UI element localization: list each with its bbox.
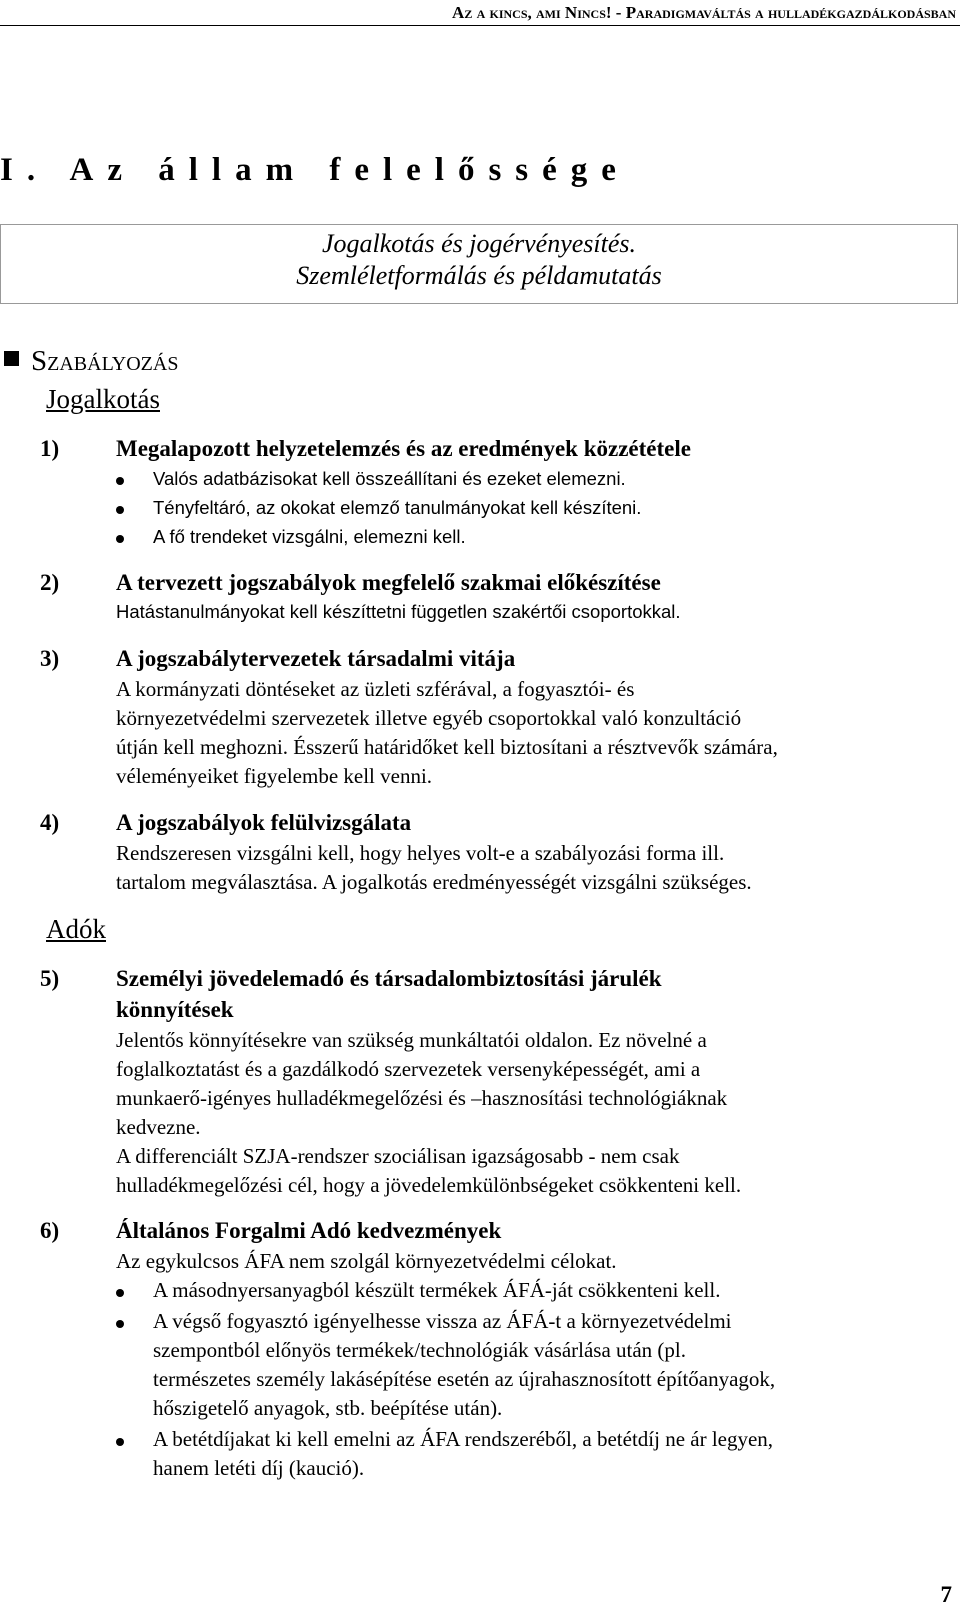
item-5-line-6: hulladékmegelőzési cél, hogy a jövedelemkülönbségeket csökkenteni kell. <box>116 1173 742 1197</box>
item-3-number: 3) <box>40 646 60 671</box>
header-a-rest: z a kincs, ami <box>464 3 565 22</box>
item-5-line-5: A differenciált SZJA-rendszer szociálisan igazságosabb - nem csak <box>116 1144 680 1168</box>
bullet-dot-icon <box>116 1289 124 1297</box>
item-1-bullet-1: Valós adatbázisokat kell összeállítani és ezeket elemezni. <box>153 468 626 489</box>
item-5-number: 5) <box>40 966 60 991</box>
item-6-line-1: Az egykulcsos ÁFA nem szolgál környezetvédelmi célokat. <box>116 1249 617 1273</box>
item-3-line-4: véleményeiket figyelembe kell venni. <box>116 764 433 788</box>
section-rest: zabályozás <box>47 345 179 377</box>
bullet-dot-icon <box>116 506 124 514</box>
item-4-number: 4) <box>40 810 60 835</box>
item-3-title: A jogszabálytervezetek társadalmi vitája <box>116 646 516 671</box>
item-6-bullet-2-line-1: A végső fogyasztó igényelhesse vissza az ÁFÁ-t a környezetvédelmi <box>153 1309 732 1333</box>
square-bullet-icon <box>4 351 19 366</box>
subhead-jogalkotas: Jogalkotás <box>46 384 160 414</box>
item-6-bullet-1: A másodnyersanyagból készült termékek ÁFÁ-ját csökkenteni kell. <box>153 1278 721 1302</box>
item-5-line-1: Jelentős könnyítésekre van szükség munkáltatói oldalon. Ez növelné a <box>116 1028 707 1052</box>
item-1-bullet-2: Tényfeltáró, az okokat elemző tanulmányokat kell készíteni. <box>153 497 642 518</box>
item-6-number: 6) <box>40 1218 60 1243</box>
subhead-adok: Adók <box>46 914 106 944</box>
item-3-line-1: A kormányzati döntéseket az üzleti szférával, a fogyasztói- és <box>116 677 635 701</box>
subtitle-box <box>0 224 958 304</box>
section-heading <box>4 345 178 378</box>
item-4-line-2: tartalom megválasztása. A jogalkotás eredményességét vizsgálni szükséges. <box>116 870 752 894</box>
item-1-title: Megalapozott helyzetelemzés és az eredmények közzététele <box>116 436 691 461</box>
header-sep: ! - <box>605 3 626 22</box>
item-6-bullet-3-line-1: A betétdíjakat ki kell emelni az ÁFA rendszeréből, a betétdíj ne ár legyen, <box>153 1427 774 1451</box>
header-p: P <box>625 3 637 22</box>
subtitle-line-2: Szemléletformálás és példamutatás <box>296 261 662 290</box>
item-6-bullet-2-line-2: szempontból előnyös termékek/technológiák vásárlása után (pl. <box>153 1338 687 1362</box>
item-6-bullet-3-line-2: hanem letéti díj (kaució). <box>153 1456 365 1480</box>
page-number: 7 <box>940 1582 952 1607</box>
header-n: N <box>564 3 578 22</box>
section-first-letter: S <box>31 345 48 377</box>
item-2-title: A tervezett jogszabályok megfelelő szakmai előkészítése <box>116 570 661 595</box>
subtitle-line-1: Jogalkotás és jogérvényesítés. <box>321 229 637 258</box>
item-5-title-line-1: Személyi jövedelemadó és társadalombiztosítási járulék <box>116 966 662 991</box>
item-5-line-4: kedvezne. <box>116 1115 201 1139</box>
bullet-dot-icon <box>116 535 124 543</box>
running-header <box>0 0 960 26</box>
item-6-title: Általános Forgalmi Adó kedvezmények <box>116 1218 502 1243</box>
bullet-dot-icon <box>116 1438 124 1446</box>
header-a: A <box>452 3 465 22</box>
item-2-line-1: Hatástanulmányokat kell készíttetni független szakértői csoportokkal. <box>116 601 681 622</box>
item-1-bullet-3: A fő trendeket vizsgálni, elemezni kell. <box>153 526 466 547</box>
item-1-number: 1) <box>40 436 60 461</box>
chapter-title: I. Az állam felelőssége <box>0 152 630 188</box>
header-n-rest: incs <box>577 3 606 22</box>
item-6-bullet-2-line-3: természetes személy lakásépítése esetén az újrahasznosított építőanyagok, <box>153 1367 776 1391</box>
item-5-line-2: foglalkoztatást és a gazdálkodó szervezetek versenyképességét, ami a <box>116 1057 701 1081</box>
item-6-bullet-2-line-4: hőszigetelő anyagok, stb. beépítése után). <box>153 1396 503 1420</box>
item-5-line-3: munkaerő-igényes hulladékmegelőzési és –hasznosítási technológiáknak <box>116 1086 728 1110</box>
item-3-line-3: útján kell meghozni. Ésszerű határidőket kell biztosítani a résztvevők számára, <box>116 735 778 759</box>
item-2-number: 2) <box>40 570 60 595</box>
item-4-title: A jogszabályok felülvizsgálata <box>116 810 412 835</box>
bullet-dot-icon <box>116 477 124 485</box>
header-p-rest: aradigmaváltás a hulladékgazdálkodásban <box>636 3 956 22</box>
item-3-line-2: környezetvédelmi szervezetek illetve egyéb csoportokkal való konzultáció <box>116 706 742 730</box>
bullet-dot-icon <box>116 1320 124 1328</box>
item-4-line-1: Rendszeresen vizsgálni kell, hogy helyes volt-e a szabályozási forma ill. <box>116 841 725 865</box>
item-5-title-line-2: könnyítések <box>116 997 234 1022</box>
